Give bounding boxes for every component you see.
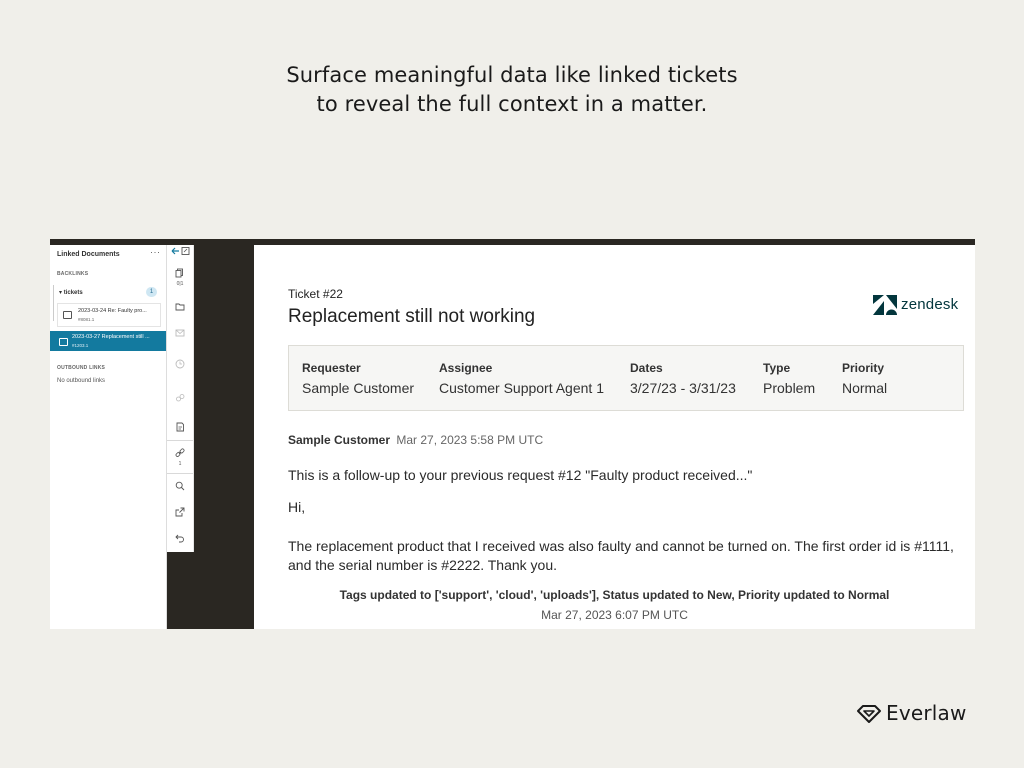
meta-value: 3/27/23 - 3/31/23 — [630, 380, 736, 396]
external-link-icon[interactable] — [167, 507, 193, 519]
backlink-item[interactable] — [57, 303, 161, 327]
people-icon — [167, 393, 193, 405]
meta-value: Normal — [842, 380, 888, 396]
mail-icon — [167, 329, 193, 339]
meta-requester — [302, 361, 414, 396]
link-icon[interactable] — [167, 448, 193, 467]
meta-value: Customer Support Agent 1 — [439, 380, 604, 396]
comment-paragraph: Hi, — [288, 499, 306, 515]
linked-documents-panel — [50, 245, 167, 629]
meta-priority — [842, 361, 887, 396]
zendesk-mark-icon — [873, 295, 897, 315]
headline-line-1: Surface meaningful data like linked tickets — [286, 63, 738, 87]
undo-icon[interactable] — [167, 533, 193, 545]
search-icon[interactable] — [167, 481, 193, 493]
comment-icon — [59, 338, 68, 346]
zendesk-logo — [873, 295, 963, 317]
meta-assignee — [439, 361, 604, 396]
caret-down-icon: ▾ — [59, 290, 63, 296]
copy-count: 0|1 — [176, 281, 184, 287]
backlink-item-id: #8081.1 — [78, 317, 95, 322]
comment-author: Sample Customer — [288, 433, 391, 447]
ticket-event: Tags updated to ['support', 'cloud', 'uploads'], Status updated to New, Priority updated to Normal — [339, 588, 890, 602]
tickets-group-label: tickets — [63, 290, 83, 296]
comment-paragraph: The replacement product that I received was also faulty and cannot be turned on. The first order id is #1111, and the serial number is #2222. Thank you. — [288, 538, 954, 573]
comment-icon — [63, 311, 72, 319]
everlaw-wordmark: Everlaw — [886, 701, 967, 725]
meta-key: Type — [763, 361, 791, 375]
headline-line-2: to reveal the full context in a matter. — [316, 92, 708, 116]
comment-paragraph: This is a follow-up to your previous request #12 "Faulty product received..." — [288, 467, 753, 483]
meta-value: Problem — [763, 380, 816, 396]
backlinks-label: BACKLINKS — [57, 271, 89, 277]
comment-timestamp: Mar 27, 2023 5:58 PM UTC — [396, 433, 544, 447]
back-arrow-icon[interactable] — [167, 246, 193, 258]
app-window — [50, 239, 975, 629]
linked-documents-title: Linked Documents — [57, 251, 120, 258]
copy-icon[interactable] — [167, 268, 193, 287]
everlaw-brand — [856, 701, 986, 727]
active-document-title: 2023-03-27 Replacement still ... — [72, 334, 150, 340]
comment-author-line — [288, 433, 543, 447]
link-count: 1 — [178, 461, 182, 467]
document-viewer — [254, 245, 975, 629]
toolbar-divider — [167, 473, 193, 474]
more-options-button[interactable]: ··· — [150, 247, 161, 257]
backlink-item-title: 2023-03-24 Re: Faulty pro... — [78, 308, 147, 314]
meta-key: Requester — [302, 361, 361, 375]
document-icon[interactable] — [167, 422, 193, 434]
folder-icon[interactable] — [167, 302, 193, 313]
meta-key: Dates — [630, 361, 663, 375]
ticket-metadata — [288, 345, 964, 411]
ticket-title: Replacement still not working — [288, 306, 536, 327]
tickets-count-badge: 1 — [146, 287, 157, 297]
meta-key: Priority — [842, 361, 885, 375]
ticket-id: Ticket #22 — [288, 287, 343, 301]
tickets-group-toggle[interactable] — [59, 289, 83, 296]
meta-dates — [630, 361, 736, 396]
meta-value: Sample Customer — [302, 380, 415, 396]
document-toolbar — [166, 245, 194, 552]
toolbar-divider — [167, 440, 193, 441]
meta-key: Assignee — [439, 361, 493, 375]
active-document-id: #1203.1 — [72, 343, 89, 348]
headline — [0, 61, 1024, 119]
outbound-links-label: OUTBOUND LINKS — [57, 365, 106, 371]
meta-type — [763, 361, 815, 396]
no-outbound-links-text: No outbound links — [57, 378, 106, 384]
active-document-item[interactable] — [50, 331, 166, 351]
zendesk-wordmark: zendesk — [901, 296, 959, 313]
clock-icon — [167, 359, 193, 371]
everlaw-diamond-icon — [856, 704, 882, 724]
ticket-event-timestamp: Mar 27, 2023 6:07 PM UTC — [541, 608, 688, 622]
